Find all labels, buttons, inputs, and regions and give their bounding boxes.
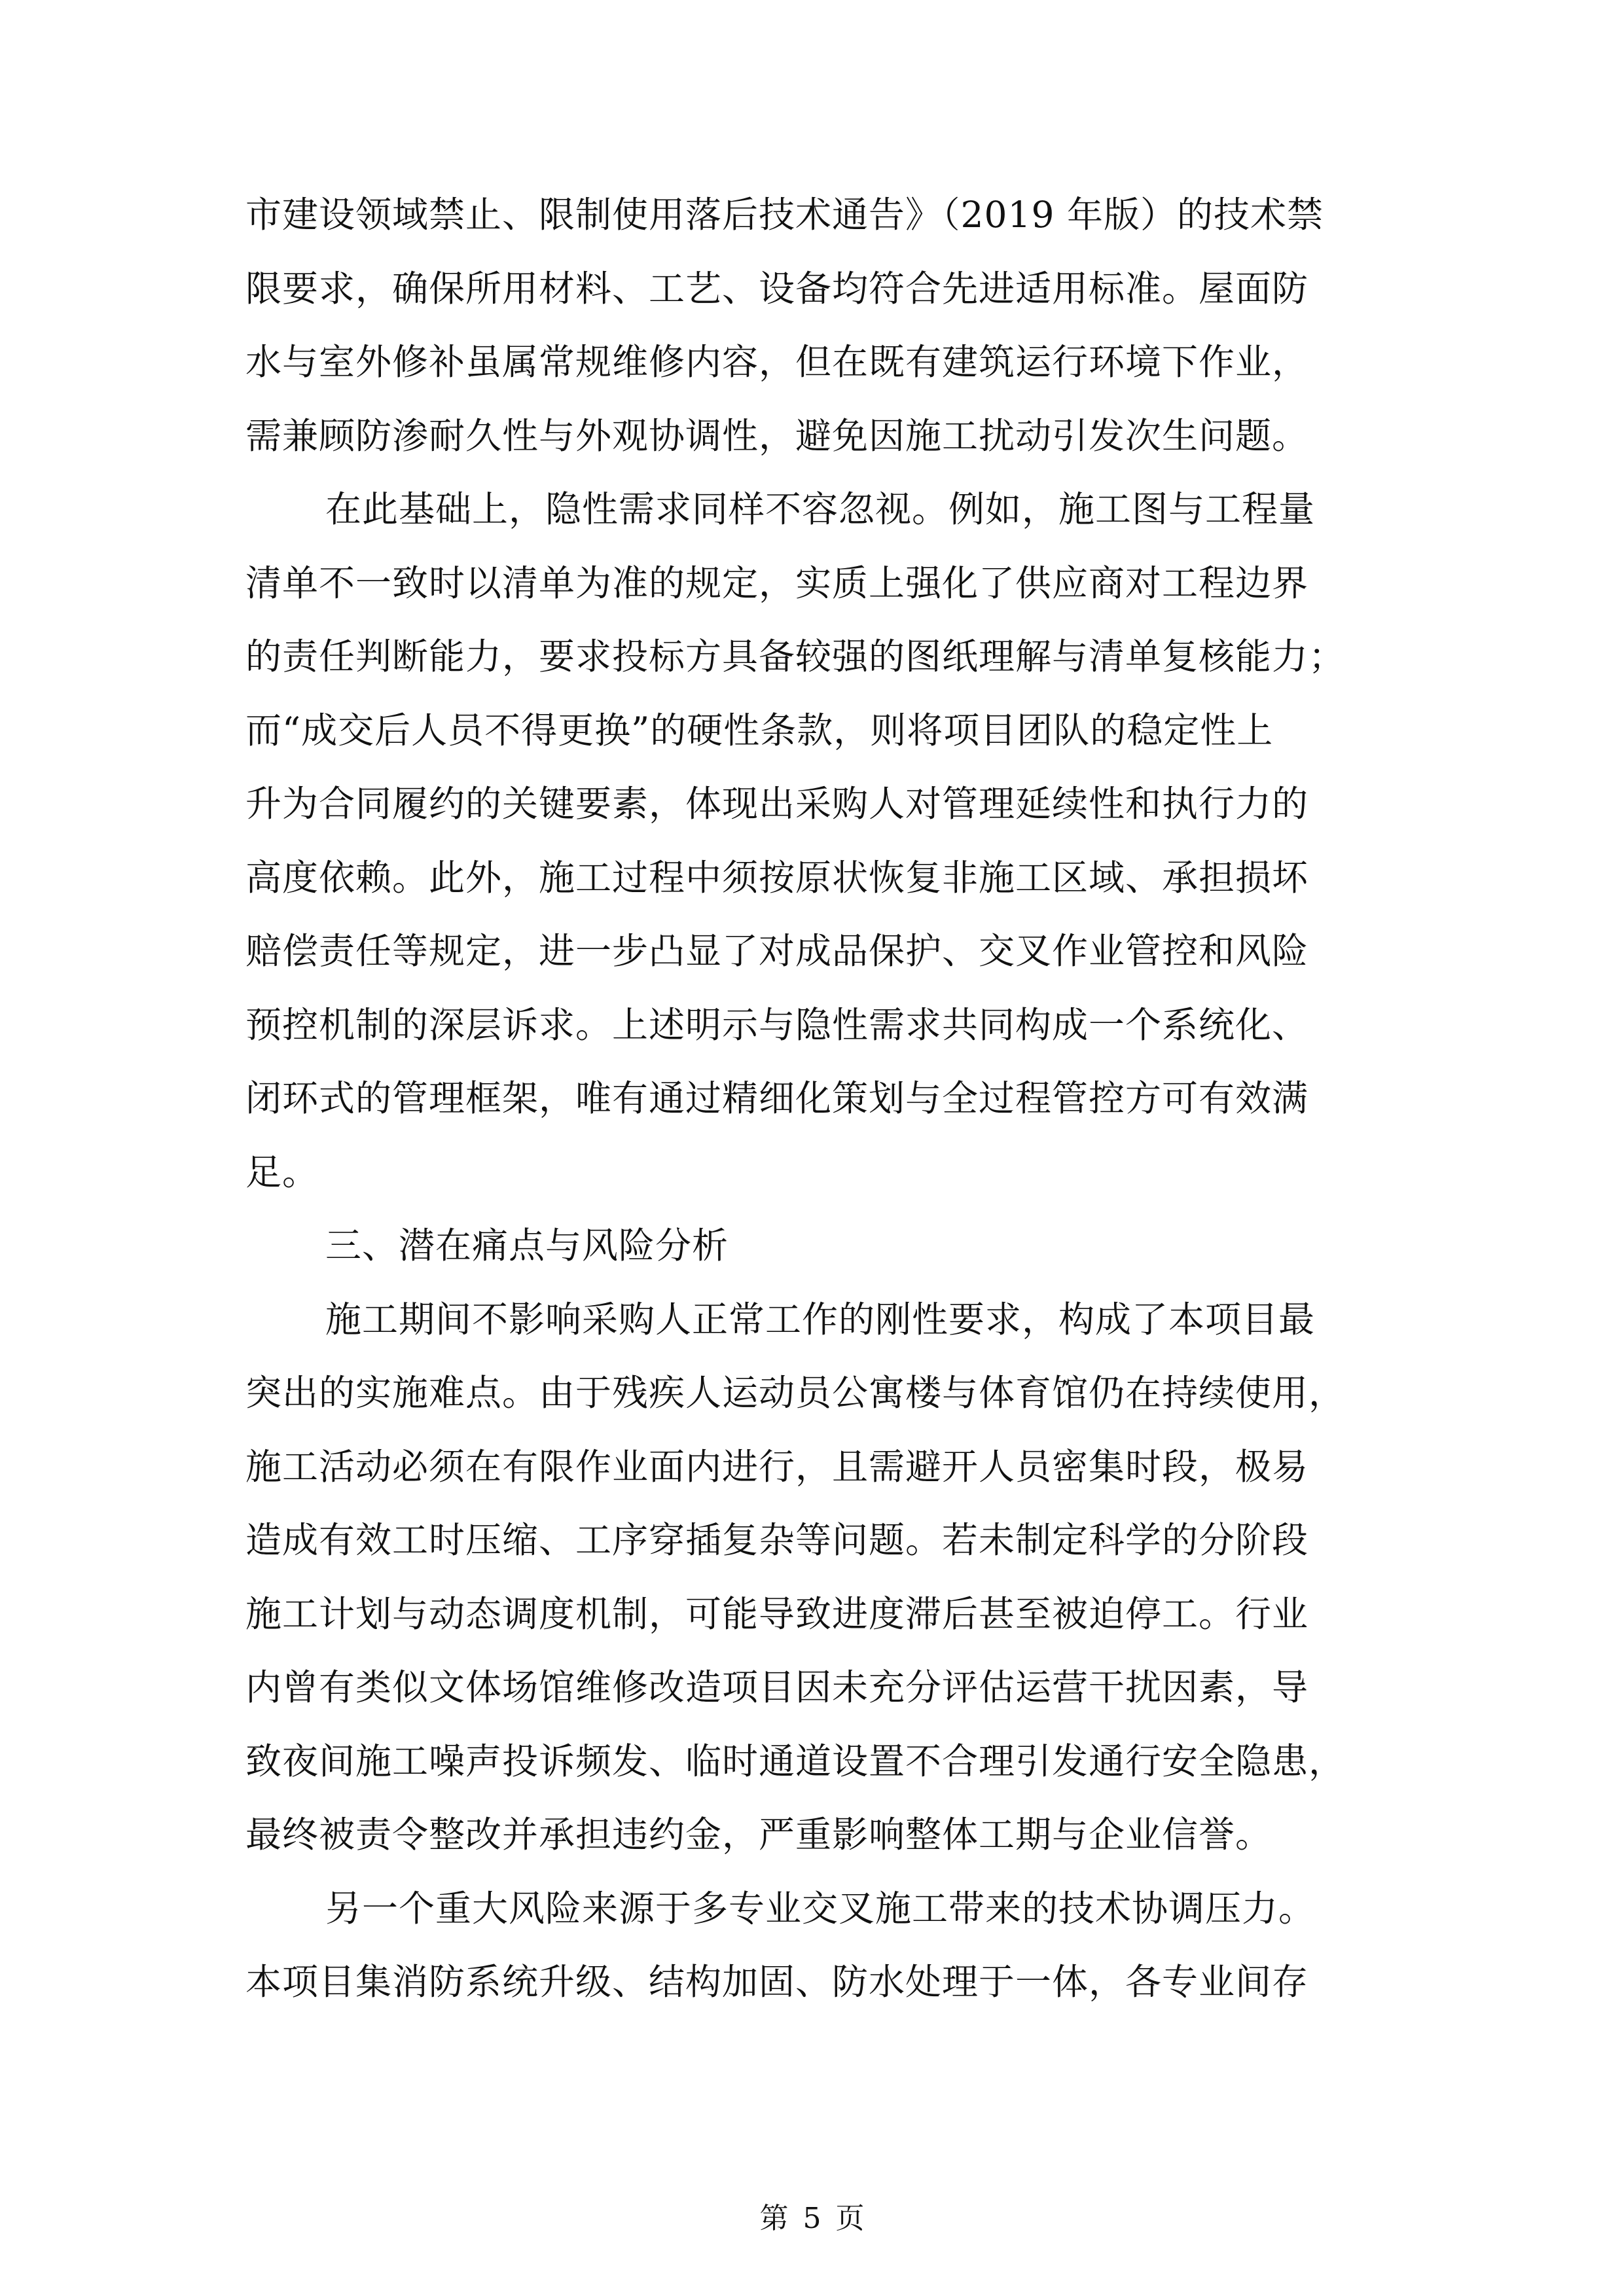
footer-prefix: 第 — [759, 2202, 789, 2235]
text-line: 市建设领域禁止、限制使用落后技术通告》（2019 年版）的技术禁 — [245, 194, 1324, 236]
text-line: 在此基础上，隐性需求同样不容忽视。例如，施工图与工程量 — [325, 488, 1316, 530]
text-line: 三、潜在痛点与风险分析 — [325, 1225, 729, 1266]
text-line: 水与室外修补虽属常规维修内容，但在既有建筑运行环境下作业， — [245, 341, 1309, 383]
text-line: 施工计划与动态调度机制，可能导致进度滞后甚至被迫停工。行业 — [245, 1592, 1309, 1635]
text-line: 高度依赖。此外，施工过程中须按原状恢复非施工区域、承担损坏 — [245, 856, 1309, 899]
text-line: 限要求，确保所用材料、工艺、设备均符合先进适用标准。屋面防 — [245, 267, 1309, 310]
text-line: 而“成交后人员不得更换”的硬性条款，则将项目团队的稳定性上 — [245, 709, 1274, 751]
text-line: 施工期间不影响采购人正常工作的刚性要求，构成了本项目最 — [325, 1298, 1316, 1340]
body-text — [245, 178, 1381, 2019]
text-line: 预控机制的深层诉求。上述明示与隐性需求共同构成一个系统化、 — [245, 1003, 1309, 1046]
text-line: 赔偿责任等规定，进一步凸显了对成品保护、交叉作业管控和风险 — [245, 930, 1309, 972]
text-line: 致夜间施工噪声投诉频发、临时通道设置不合理引发通行安全隐患， — [245, 1740, 1346, 1782]
text-line: 足。 — [245, 1151, 319, 1193]
text-line: 本项目集消防系统升级、结构加固、防水处理于一体，各专业间存 — [245, 1961, 1309, 2003]
text-line: 需兼顾防渗耐久性与外观协调性，避免因施工扰动引发次生问题。 — [245, 414, 1309, 457]
text-line: 最终被责令整改并承担违约金，严重影响整体工期与企业信誉。 — [245, 1814, 1272, 1856]
text-line: 升为合同履约的关键要素，体现出采购人对管理延续性和执行力的 — [245, 783, 1309, 825]
footer-suffix: 页 — [835, 2202, 865, 2235]
text-line: 施工活动必须在有限作业面内进行，且需避开人员密集时段，极易 — [245, 1445, 1309, 1488]
text-line: 突出的实施难点。由于残疾人运动员公寓楼与体育馆仍在持续使用， — [245, 1372, 1346, 1414]
text-line: 闭环式的管理框架，唯有通过精细化策划与全过程管控方可有效满 — [245, 1077, 1309, 1119]
text-line: 的责任判断能力，要求投标方具备较强的图纸理解与清单复核能力； — [245, 636, 1346, 677]
page-number: 5 — [803, 2202, 821, 2235]
text-line: 造成有效工时压缩、工序穿插复杂等问题。若未制定科学的分阶段 — [245, 1519, 1309, 1561]
page-footer — [0, 2199, 1624, 2238]
text-line: 内曾有类似文体场馆维修改造项目因未充分评估运营干扰因素，导 — [245, 1666, 1309, 1708]
text-line: 清单不一致时以清单为准的规定，实质上强化了供应商对工程边界 — [245, 562, 1309, 604]
text-line: 另一个重大风险来源于多专业交叉施工带来的技术协调压力。 — [325, 1887, 1316, 1929]
